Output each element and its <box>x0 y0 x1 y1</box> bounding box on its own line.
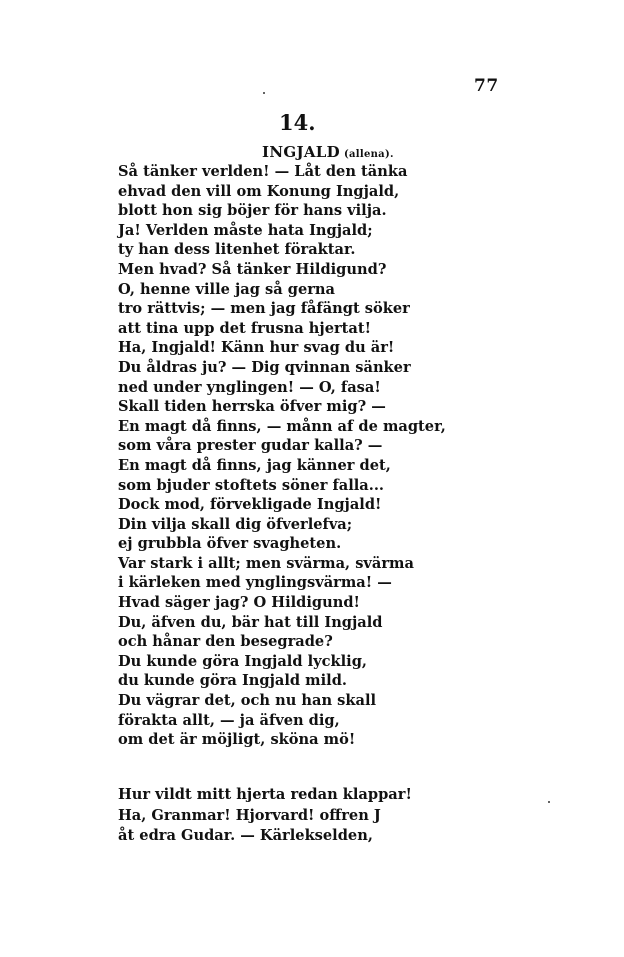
verse-block-2 <box>118 785 598 847</box>
verse-line: ned under ynglingen! — O, fasa! <box>118 378 381 396</box>
verse-line: Ja! Verlden måste hata Ingjald; <box>118 221 373 239</box>
section-number: 14. <box>279 110 316 135</box>
verse-line: En magt då finns, — månn af de magter, <box>118 417 446 435</box>
verse-line: Ha, Ingjald! Känn hur svag du är! <box>118 339 395 357</box>
verse-line: förakta allt, — ja äfven dig, <box>118 711 340 729</box>
verse-line: att tina upp det frusna hjertat! <box>118 319 372 337</box>
verse-line: Så tänker verlden! — Låt den tänka <box>118 163 408 180</box>
verse-line: ty han dess litenhet föraktar. <box>118 241 356 259</box>
verse-line: Men hvad? Så tänker Hildigund? <box>118 260 387 278</box>
stage-direction: (allena). <box>343 149 394 160</box>
verse-line: Var stark i allt; men svärma, svärma <box>118 554 414 572</box>
verse-line: som våra prester gudar kalla? — <box>118 437 383 455</box>
verse-line: och hånar den besegrade? <box>118 633 333 651</box>
verse-line: i kärleken med ynglingsvärma! — <box>118 574 392 592</box>
verse-line: åt edra Gudar. — Kärlekselden, <box>118 827 373 844</box>
verse-line: Dock mod, förvekligade Ingjald! <box>118 496 382 514</box>
verse-block <box>118 162 598 750</box>
verse-line: ej grubbla öfver svagheten. <box>118 535 342 553</box>
verse-line: du kunde göra Ingjald mild. <box>118 672 347 690</box>
verse-line: Du åldras ju? — Dig qvinnan sänker <box>118 358 411 376</box>
speaker-heading <box>262 143 394 161</box>
verse-line: O, henne ville jag så gerna <box>118 280 335 298</box>
print-speck <box>263 92 265 94</box>
page-number: 77 <box>474 76 499 96</box>
verse-line: Skall tiden herrska öfver mig? — <box>118 398 386 416</box>
verse-line: om det är möjligt, sköna mö! <box>118 731 356 749</box>
verse-line: som bjuder stoftets söner falla... <box>118 476 384 494</box>
verse-line: En magt då finns, jag känner det, <box>118 456 391 474</box>
verse-line: Din vilja skall dig öfverlefva; <box>118 515 353 533</box>
verse-line: ehvad den vill om Konung Ingjald, <box>118 182 400 200</box>
verse-line: Ha, Granmar! Hjorvard! offren J <box>118 806 381 824</box>
verse-line: blott hon sig böjer för hans vilja. <box>118 202 387 220</box>
speaker-name: INGJALD <box>262 143 340 161</box>
verse-line: Hur vildt mitt hjerta redan klappar! <box>118 786 412 803</box>
verse-line: Du kunde göra Ingjald lycklig, <box>118 652 368 670</box>
verse-line: Du vägrar det, och nu han skall <box>118 692 377 710</box>
verse-line: Hvad säger jag? O Hildigund! <box>118 594 360 612</box>
verse-line: tro rättvis; — men jag fåfängt söker <box>118 300 410 318</box>
verse-line: Du, äfven du, bär hat till Ingjald <box>118 613 383 631</box>
